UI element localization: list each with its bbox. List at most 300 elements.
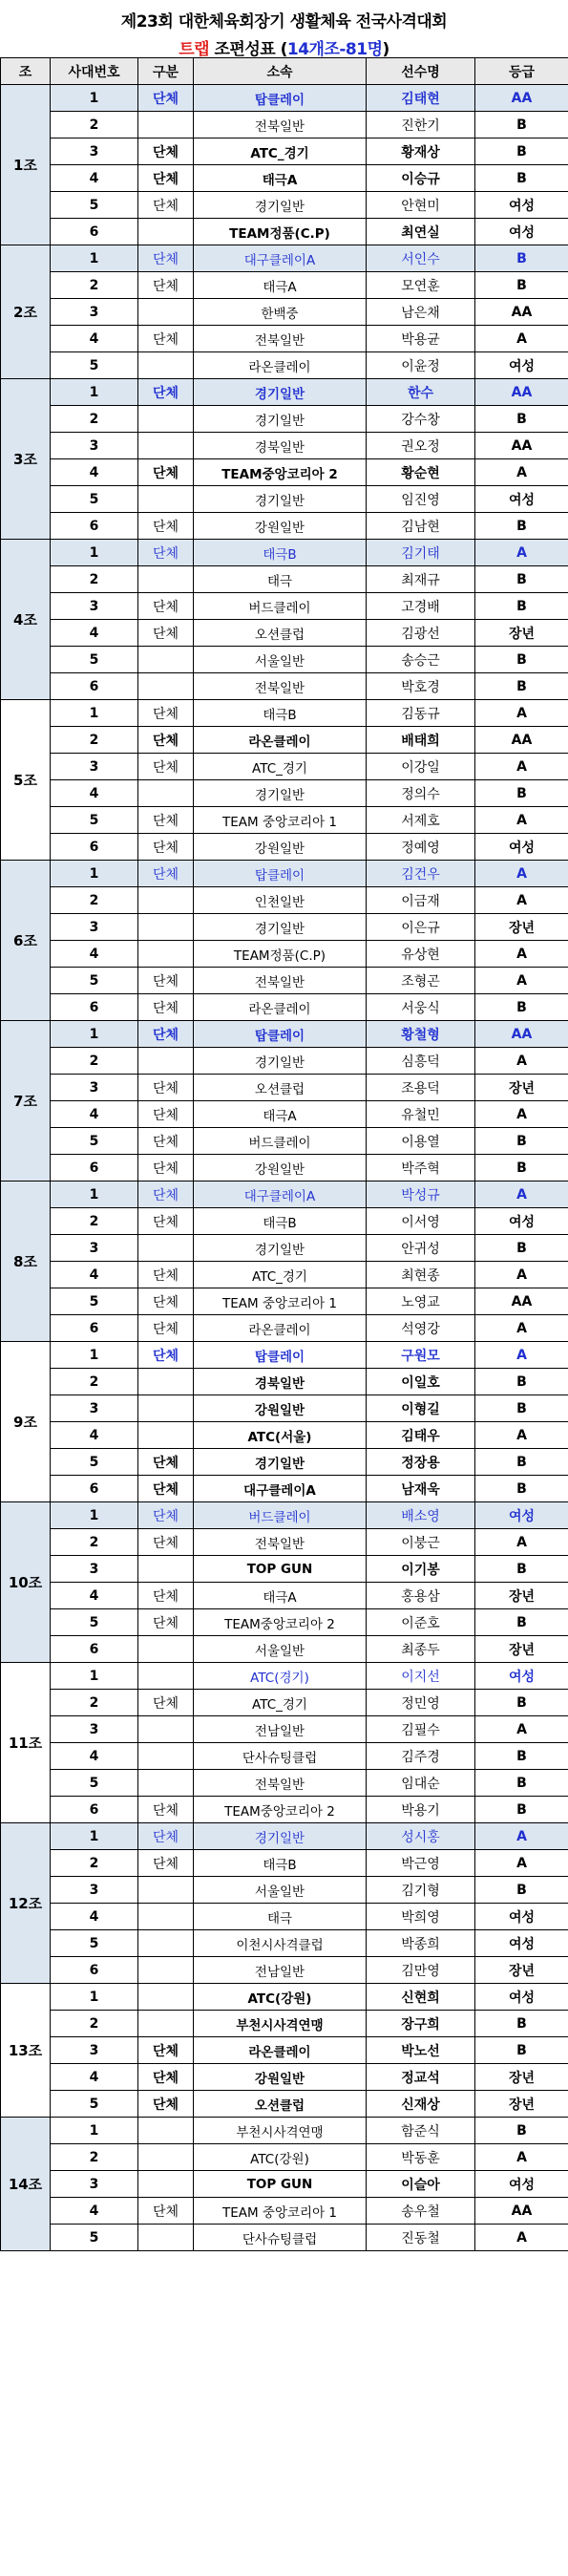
entry-type-cell: 단체 [138, 1690, 194, 1716]
grade-cell: A [475, 700, 568, 727]
player-name-cell: 박종희 [367, 1930, 475, 1957]
grade-cell: 여성 [475, 1930, 568, 1957]
table-row [1, 1716, 568, 1743]
affiliation-cell: 대구클레이A [194, 245, 367, 272]
group-label: 8조 [1, 1182, 51, 1342]
entry-type-cell: 단체 [138, 326, 194, 352]
grade-cell: 장년 [475, 1583, 568, 1609]
table-row [1, 352, 568, 379]
table-row [1, 2118, 568, 2144]
lane-number-cell: 4 [51, 2198, 138, 2225]
table-row [1, 1128, 568, 1155]
grade-cell: AA [475, 85, 568, 112]
entry-type-cell: 단체 [138, 459, 194, 486]
affiliation-cell: ATC_경기 [194, 1690, 367, 1716]
lane-number-cell: 2 [51, 406, 138, 433]
affiliation-cell: 경기일반 [194, 406, 367, 433]
lane-number-cell: 5 [51, 1128, 138, 1155]
table-row [1, 1850, 568, 1877]
player-name-cell: 김필수 [367, 1716, 475, 1743]
grade-cell: B [475, 1449, 568, 1476]
entry-type-cell: 단체 [138, 1502, 194, 1529]
affiliation-cell: 전남일반 [194, 1957, 367, 1984]
player-name-cell: 조용덕 [367, 1075, 475, 1101]
entry-type-cell: 단체 [138, 379, 194, 406]
grade-cell: B [475, 593, 568, 620]
table-row [1, 1556, 568, 1583]
affiliation-cell: 태극B [194, 1208, 367, 1235]
lane-number-cell: 3 [51, 1395, 138, 1422]
entry-type-cell: 단체 [138, 540, 194, 566]
affiliation-cell: 전남일반 [194, 1716, 367, 1743]
lane-number-cell: 4 [51, 459, 138, 486]
subtitle-end: ) [382, 40, 389, 59]
table-row [1, 540, 568, 566]
lane-number-cell: 2 [51, 1208, 138, 1235]
entry-type-cell: 단체 [138, 1101, 194, 1128]
affiliation-cell: 경북일반 [194, 433, 367, 459]
player-name-cell: 임진영 [367, 486, 475, 513]
table-row [1, 1048, 568, 1075]
player-name-cell: 박호경 [367, 673, 475, 700]
affiliation-cell: 태극A [194, 1101, 367, 1128]
player-name-cell: 이슬아 [367, 2171, 475, 2198]
table-row [1, 2225, 568, 2251]
group-label: 13조 [1, 1984, 51, 2118]
table-row [1, 1529, 568, 1556]
grade-cell: A [475, 1850, 568, 1877]
grade-cell: 여성 [475, 352, 568, 379]
grade-cell: A [475, 459, 568, 486]
table-row [1, 1369, 568, 1395]
player-name-cell: 이강일 [367, 754, 475, 780]
table-row [1, 700, 568, 727]
player-name-cell: 한수 [367, 379, 475, 406]
player-name-cell: 서웅식 [367, 994, 475, 1021]
lane-number-cell: 1 [51, 1021, 138, 1048]
player-name-cell: 박주혁 [367, 1155, 475, 1182]
player-name-cell: 이승규 [367, 165, 475, 192]
affiliation-cell: 버드클레이 [194, 1128, 367, 1155]
grade-cell: 장년 [475, 1957, 568, 1984]
entry-type-cell [138, 1957, 194, 1984]
affiliation-cell: 태극 [194, 1904, 367, 1930]
grade-cell: A [475, 1422, 568, 1449]
group-label: 3조 [1, 379, 51, 540]
table-row [1, 754, 568, 780]
table-row [1, 620, 568, 647]
table-row [1, 245, 568, 272]
col-header-grade: 등급 [475, 58, 568, 85]
entry-type-cell [138, 433, 194, 459]
lane-number-cell: 6 [51, 219, 138, 245]
lane-number-cell: 4 [51, 165, 138, 192]
entry-type-cell: 단체 [138, 165, 194, 192]
grade-cell: B [475, 1395, 568, 1422]
affiliation-cell: 경기일반 [194, 780, 367, 807]
lane-number-cell: 4 [51, 1422, 138, 1449]
table-row [1, 780, 568, 807]
lane-number-cell: 2 [51, 1369, 138, 1395]
affiliation-cell: 전북일반 [194, 326, 367, 352]
grade-cell: A [475, 1048, 568, 1075]
player-name-cell: 황철형 [367, 1021, 475, 1048]
player-name-cell: 이윤정 [367, 352, 475, 379]
grade-cell: A [475, 941, 568, 968]
lane-number-cell: 5 [51, 968, 138, 994]
lane-number-cell: 1 [51, 2118, 138, 2144]
grade-cell: B [475, 1235, 568, 1262]
table-row [1, 914, 568, 941]
grade-cell: A [475, 2144, 568, 2171]
lane-number-cell: 5 [51, 1449, 138, 1476]
player-name-cell: 송승근 [367, 647, 475, 673]
table-row [1, 994, 568, 1021]
affiliation-cell: ATC(강원) [194, 2144, 367, 2171]
affiliation-cell: 라온클레이 [194, 1315, 367, 1342]
grade-cell: AA [475, 379, 568, 406]
entry-type-cell: 단체 [138, 994, 194, 1021]
entry-type-cell [138, 406, 194, 433]
player-name-cell: 정민영 [367, 1690, 475, 1716]
lane-number-cell: 1 [51, 1342, 138, 1369]
grade-cell: B [475, 1128, 568, 1155]
lane-number-cell: 4 [51, 1101, 138, 1128]
page-subtitle [0, 35, 568, 59]
player-name-cell: 구원모 [367, 1342, 475, 1369]
grade-cell: 여성 [475, 192, 568, 219]
entry-type-cell [138, 1743, 194, 1770]
affiliation-cell: 라온클레이 [194, 2037, 367, 2064]
table-row [1, 326, 568, 352]
lane-number-cell: 6 [51, 1315, 138, 1342]
lane-number-cell: 2 [51, 1850, 138, 1877]
table-row [1, 1770, 568, 1797]
grade-cell: B [475, 513, 568, 540]
affiliation-cell: 강원일반 [194, 1395, 367, 1422]
player-name-cell: 남재욱 [367, 1476, 475, 1502]
entry-type-cell [138, 2144, 194, 2171]
table-row [1, 1957, 568, 1984]
table-row [1, 1288, 568, 1315]
player-name-cell: 박근영 [367, 1850, 475, 1877]
grade-cell: AA [475, 1021, 568, 1048]
player-name-cell: 최종두 [367, 1636, 475, 1663]
player-name-cell: 유상현 [367, 941, 475, 968]
affiliation-cell: ATC_경기 [194, 1262, 367, 1288]
player-name-cell: 박용기 [367, 1797, 475, 1823]
entry-type-cell: 단체 [138, 1075, 194, 1101]
entry-type-cell [138, 2118, 194, 2144]
affiliation-cell: TEAM중앙코리아 2 [194, 1797, 367, 1823]
affiliation-cell: 경기일반 [194, 1048, 367, 1075]
lane-number-cell: 2 [51, 272, 138, 299]
grade-cell: A [475, 540, 568, 566]
player-name-cell: 진동철 [367, 2225, 475, 2251]
affiliation-cell: 서울일반 [194, 647, 367, 673]
affiliation-cell: TEAM정품(C.P) [194, 941, 367, 968]
table-row [1, 887, 568, 914]
entry-type-cell [138, 1930, 194, 1957]
grade-cell: B [475, 1770, 568, 1797]
entry-type-cell [138, 112, 194, 138]
table-row [1, 85, 568, 112]
affiliation-cell: 이천시사격클럽 [194, 1930, 367, 1957]
lane-number-cell: 1 [51, 700, 138, 727]
affiliation-cell: 강원일반 [194, 513, 367, 540]
lane-number-cell: 6 [51, 513, 138, 540]
lane-number-cell: 1 [51, 1182, 138, 1208]
player-name-cell: 이지선 [367, 1663, 475, 1690]
lane-number-cell: 6 [51, 1797, 138, 1823]
entry-type-cell [138, 566, 194, 593]
lane-number-cell: 4 [51, 620, 138, 647]
player-name-cell: 배소영 [367, 1502, 475, 1529]
entry-type-cell: 단체 [138, 754, 194, 780]
grade-cell: 장년 [475, 2064, 568, 2091]
grade-cell: B [475, 112, 568, 138]
grade-cell: 여성 [475, 219, 568, 245]
affiliation-cell: 대구클레이A [194, 1182, 367, 1208]
player-name-cell: 성시홍 [367, 1823, 475, 1850]
entry-type-cell [138, 2011, 194, 2037]
affiliation-cell: 탑클레이 [194, 1342, 367, 1369]
group-count: 14개조-81명 [286, 40, 383, 59]
table-body [1, 85, 568, 2251]
affiliation-cell: TEAM 중앙코리아 1 [194, 807, 367, 834]
player-name-cell: 박노선 [367, 2037, 475, 2064]
lane-number-cell: 6 [51, 834, 138, 861]
entry-type-cell: 단체 [138, 807, 194, 834]
table-row [1, 647, 568, 673]
col-header-lane: 사대번호 [51, 58, 138, 85]
table-row [1, 1315, 568, 1342]
affiliation-cell: ATC_경기 [194, 754, 367, 780]
entry-type-cell: 단체 [138, 620, 194, 647]
grade-cell: B [475, 673, 568, 700]
affiliation-cell: 부천시사격연맹 [194, 2011, 367, 2037]
grade-cell: A [475, 807, 568, 834]
table-row [1, 2171, 568, 2198]
lane-number-cell: 6 [51, 1155, 138, 1182]
table-row [1, 1476, 568, 1502]
lane-number-cell: 2 [51, 1690, 138, 1716]
entry-type-cell: 단체 [138, 1315, 194, 1342]
grade-cell: 장년 [475, 620, 568, 647]
player-name-cell: 서인수 [367, 245, 475, 272]
entry-type-cell [138, 1770, 194, 1797]
grade-cell: B [475, 272, 568, 299]
grade-cell: A [475, 1315, 568, 1342]
entry-type-cell: 단체 [138, 2091, 194, 2118]
entry-type-cell [138, 1369, 194, 1395]
player-name-cell: 이서영 [367, 1208, 475, 1235]
table-row [1, 1075, 568, 1101]
grade-cell: A [475, 968, 568, 994]
entry-type-cell: 단체 [138, 968, 194, 994]
table-row [1, 1235, 568, 1262]
affiliation-cell: 강원일반 [194, 1155, 367, 1182]
lane-number-cell: 2 [51, 2011, 138, 2037]
grade-cell: B [475, 2037, 568, 2064]
grade-cell: B [475, 1609, 568, 1636]
table-row [1, 406, 568, 433]
affiliation-cell: 전북일반 [194, 673, 367, 700]
table-row [1, 1208, 568, 1235]
grade-cell: B [475, 138, 568, 165]
player-name-cell: 모연훈 [367, 272, 475, 299]
player-name-cell: 김만영 [367, 1957, 475, 1984]
affiliation-cell: 경기일반 [194, 379, 367, 406]
affiliation-cell: ATC(서울) [194, 1422, 367, 1449]
group-label: 6조 [1, 861, 51, 1021]
entry-type-cell: 단체 [138, 1208, 194, 1235]
entry-type-cell [138, 1048, 194, 1075]
affiliation-cell: 전북일반 [194, 1529, 367, 1556]
lane-number-cell: 4 [51, 326, 138, 352]
entry-type-cell [138, 1556, 194, 1583]
entry-type-cell [138, 1904, 194, 1930]
entry-type-cell [138, 887, 194, 914]
table-row [1, 1743, 568, 1770]
player-name-cell: 신현희 [367, 1984, 475, 2011]
table-row [1, 1609, 568, 1636]
grade-cell: A [475, 1342, 568, 1369]
entry-type-cell: 단체 [138, 1288, 194, 1315]
grade-cell: AA [475, 433, 568, 459]
table-row [1, 861, 568, 887]
player-name-cell: 황순현 [367, 459, 475, 486]
player-name-cell: 이금재 [367, 887, 475, 914]
affiliation-cell: 서울일반 [194, 1636, 367, 1663]
table-row [1, 2198, 568, 2225]
entry-type-cell: 단체 [138, 1342, 194, 1369]
table-row [1, 1449, 568, 1476]
grade-cell: A [475, 1716, 568, 1743]
grade-cell: B [475, 994, 568, 1021]
player-name-cell: 박성규 [367, 1182, 475, 1208]
lane-number-cell: 4 [51, 1262, 138, 1288]
affiliation-cell: TEAM 중앙코리아 1 [194, 2198, 367, 2225]
player-name-cell: 박용균 [367, 326, 475, 352]
lane-number-cell: 3 [51, 1075, 138, 1101]
table-row [1, 673, 568, 700]
entry-type-cell: 단체 [138, 1609, 194, 1636]
player-name-cell: 김주경 [367, 1743, 475, 1770]
lane-number-cell: 3 [51, 754, 138, 780]
grade-cell: 여성 [475, 834, 568, 861]
player-name-cell: 김태현 [367, 85, 475, 112]
player-name-cell: 석영강 [367, 1315, 475, 1342]
affiliation-cell: TEAM중앙코리아 2 [194, 1609, 367, 1636]
lane-number-cell: 2 [51, 727, 138, 754]
lane-number-cell: 5 [51, 1609, 138, 1636]
player-name-cell: 송우철 [367, 2198, 475, 2225]
entry-type-cell [138, 1636, 194, 1663]
player-name-cell: 김기태 [367, 540, 475, 566]
player-name-cell: 김태우 [367, 1422, 475, 1449]
lane-number-cell: 3 [51, 433, 138, 459]
lane-number-cell: 4 [51, 2064, 138, 2091]
entry-type-cell: 단체 [138, 138, 194, 165]
lane-number-cell: 5 [51, 1930, 138, 1957]
group-label: 7조 [1, 1021, 51, 1182]
entry-type-cell [138, 1235, 194, 1262]
table-row [1, 272, 568, 299]
lane-number-cell: 1 [51, 540, 138, 566]
affiliation-cell: TEAM 중앙코리아 1 [194, 1288, 367, 1315]
entry-type-cell [138, 2225, 194, 2251]
table-row [1, 2144, 568, 2171]
grade-cell: AA [475, 2198, 568, 2225]
player-name-cell: 이일호 [367, 1369, 475, 1395]
table-row [1, 1904, 568, 1930]
entry-type-cell [138, 941, 194, 968]
lane-number-cell: 3 [51, 299, 138, 326]
lane-number-cell: 1 [51, 379, 138, 406]
lane-number-cell: 5 [51, 807, 138, 834]
lane-number-cell: 4 [51, 1743, 138, 1770]
table-row [1, 1342, 568, 1369]
entry-type-cell [138, 219, 194, 245]
group-label: 5조 [1, 700, 51, 861]
table-row [1, 219, 568, 245]
player-name-cell: 강수창 [367, 406, 475, 433]
lane-number-cell: 2 [51, 112, 138, 138]
table-row [1, 2091, 568, 2118]
entry-type-cell: 단체 [138, 1021, 194, 1048]
lane-number-cell: 2 [51, 1048, 138, 1075]
affiliation-cell: 경기일반 [194, 1823, 367, 1850]
affiliation-cell: 태극B [194, 540, 367, 566]
affiliation-cell: ATC_경기 [194, 138, 367, 165]
grade-cell: B [475, 245, 568, 272]
player-name-cell: 김남현 [367, 513, 475, 540]
lane-number-cell: 3 [51, 593, 138, 620]
entry-type-cell [138, 647, 194, 673]
entry-type-cell [138, 780, 194, 807]
col-header-name: 선수명 [367, 58, 475, 85]
lane-number-cell: 5 [51, 2225, 138, 2251]
table-row [1, 727, 568, 754]
grade-cell: 여성 [475, 1502, 568, 1529]
lane-number-cell: 5 [51, 1288, 138, 1315]
table-row [1, 1663, 568, 1690]
affiliation-cell: 경기일반 [194, 1449, 367, 1476]
entry-type-cell: 단체 [138, 2198, 194, 2225]
affiliation-cell: 경기일반 [194, 1235, 367, 1262]
col-header-group: 조 [1, 58, 51, 85]
affiliation-cell: 태극A [194, 165, 367, 192]
group-label: 1조 [1, 85, 51, 245]
grade-cell: B [475, 1155, 568, 1182]
table-row [1, 1797, 568, 1823]
affiliation-cell: 탑클레이 [194, 861, 367, 887]
player-name-cell: 김광선 [367, 620, 475, 647]
group-label: 9조 [1, 1342, 51, 1502]
entry-type-cell: 단체 [138, 1476, 194, 1502]
player-name-cell: 박희영 [367, 1904, 475, 1930]
lane-number-cell: 2 [51, 887, 138, 914]
lane-number-cell: 4 [51, 1583, 138, 1609]
entry-type-cell: 단체 [138, 1155, 194, 1182]
entry-type-cell [138, 1395, 194, 1422]
entry-type-cell [138, 1877, 194, 1904]
affiliation-cell: 인천일반 [194, 887, 367, 914]
affiliation-cell: TEAM중앙코리아 2 [194, 459, 367, 486]
lane-number-cell: 1 [51, 1502, 138, 1529]
entry-type-cell: 단체 [138, 861, 194, 887]
